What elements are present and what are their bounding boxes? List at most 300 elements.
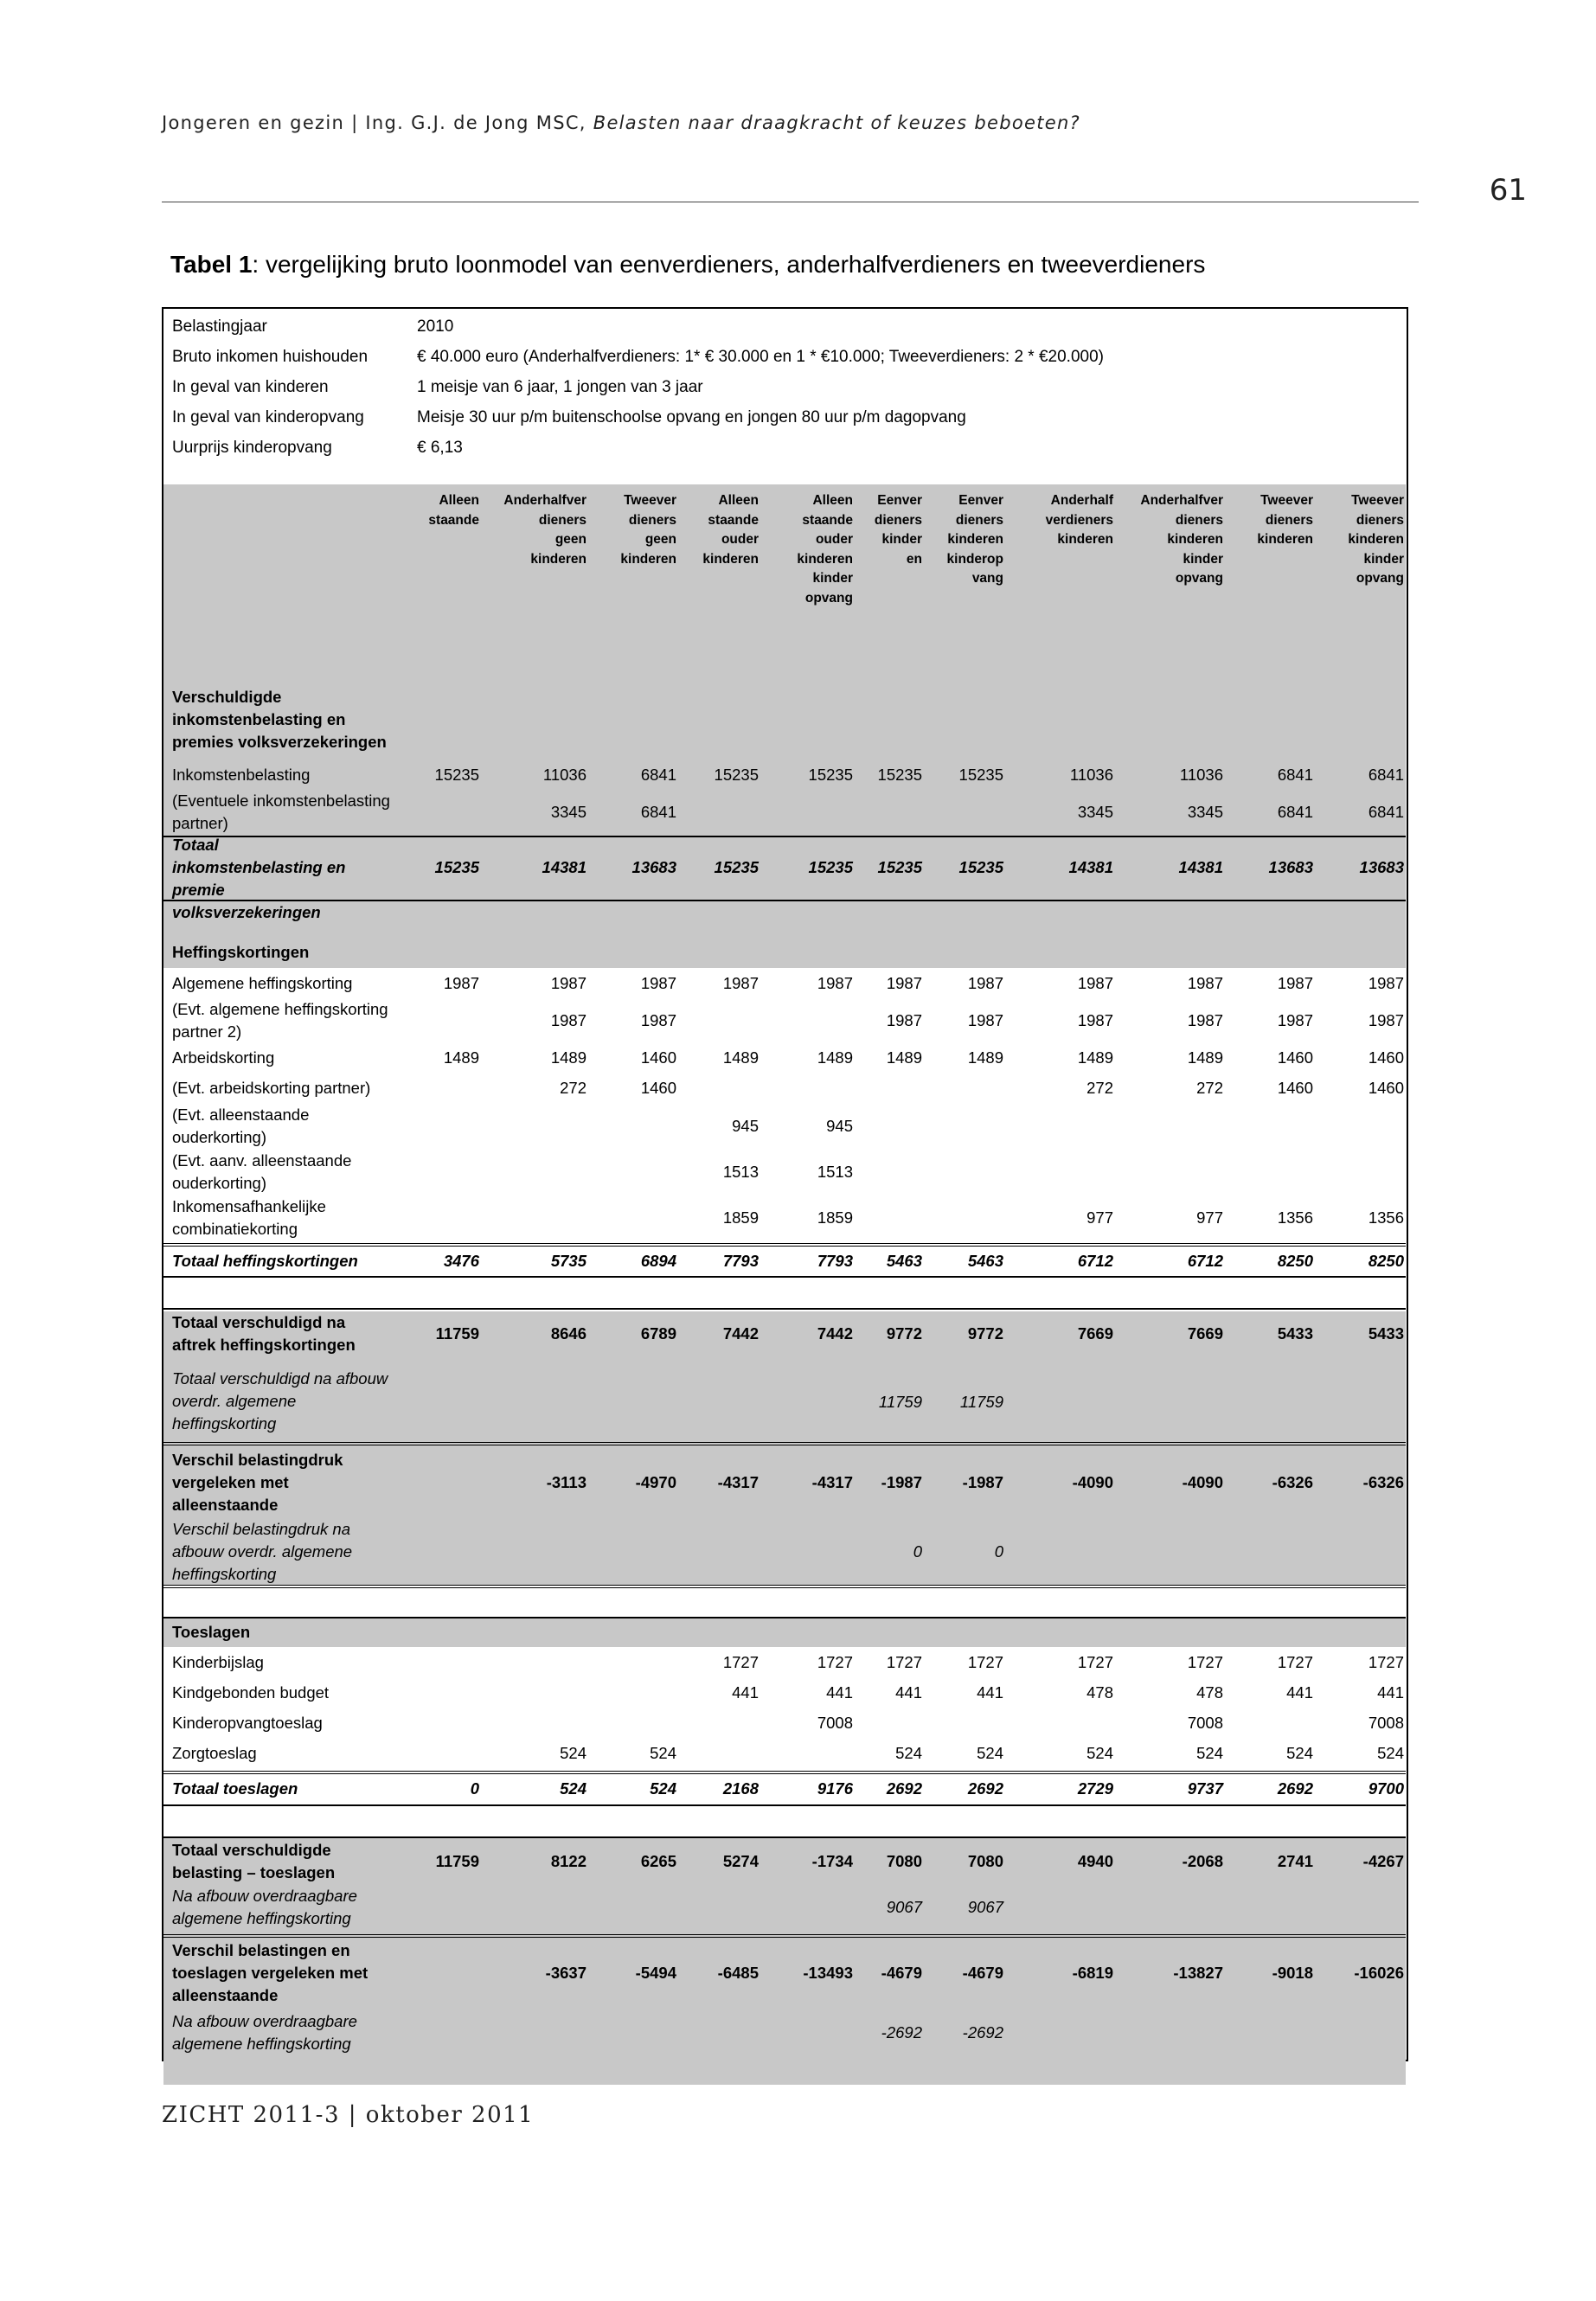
value-cell: 15235 <box>958 766 1003 784</box>
value-cell: 1987 <box>640 1011 676 1029</box>
value-cell: 5463 <box>967 1252 1003 1270</box>
value-cell: -4317 <box>811 1473 853 1491</box>
table-row <box>163 1773 1406 1804</box>
value-cell: 2741 <box>1277 1852 1313 1870</box>
value-cell: -4970 <box>635 1473 676 1491</box>
value-cell: 2168 <box>722 1779 759 1798</box>
value-cell: -2068 <box>1182 1852 1223 1870</box>
column-header-line: kinderen <box>1257 532 1313 547</box>
column-header-line: dieners <box>874 512 922 528</box>
value-cell: 15235 <box>877 858 922 876</box>
value-cell: -5494 <box>635 1964 676 1982</box>
value-cell: -4679 <box>962 1964 1003 1982</box>
column-header <box>862 491 922 569</box>
column-header <box>1013 491 1113 550</box>
info-value: Meisje 30 uur p/m buitenschoolse opvang en jongen 80 uur p/m dagopvang <box>417 408 966 426</box>
value-cell: -2692 <box>962 2023 1003 2041</box>
value-cell: 6265 <box>640 1852 676 1870</box>
value-cell: 7080 <box>886 1852 922 1870</box>
value-cell: 5433 <box>1277 1324 1313 1343</box>
table-title-label: Tabel 1 <box>170 251 253 278</box>
column-header-line: kinder <box>1363 551 1404 567</box>
table-title <box>170 251 1205 279</box>
value-cell: 1460 <box>640 1079 676 1097</box>
value-cell: -4090 <box>1182 1473 1223 1491</box>
value-cell: 524 <box>1086 1743 1113 1762</box>
column-header-line: Alleen <box>439 493 479 508</box>
value-cell: 6841 <box>640 766 676 784</box>
value-cell: 13683 <box>1268 858 1313 876</box>
table-row <box>163 1195 1406 1240</box>
value-cell: 524 <box>560 1779 586 1798</box>
value-cell: 2692 <box>886 1779 922 1798</box>
table-title-text: : vergelijking bruto loonmodel van eenverdieners, anderhalfverdieners en tweeverdieners <box>252 251 1206 278</box>
column-header-line: opvang <box>1175 571 1223 586</box>
value-cell: 1987 <box>886 1011 922 1029</box>
value-cell: 524 <box>1196 1743 1223 1762</box>
value-cell: -3637 <box>545 1964 586 1982</box>
value-cell: 11759 <box>435 1324 479 1343</box>
column-header-line: ouder <box>815 532 853 547</box>
section-heading-heffingskortingen: Heffingskortingen <box>172 943 310 961</box>
value-cell: 9737 <box>1187 1779 1223 1798</box>
column-header <box>1323 491 1404 589</box>
value-cell: 7442 <box>817 1324 853 1343</box>
value-cell: 15235 <box>434 766 479 784</box>
value-cell: 7669 <box>1187 1324 1223 1343</box>
value-cell: 441 <box>1286 1682 1313 1702</box>
value-cell: 9176 <box>817 1779 853 1798</box>
value-cell: 7793 <box>817 1252 853 1270</box>
value-cell: 15235 <box>808 766 853 784</box>
column-header <box>932 491 1003 589</box>
table-row <box>163 1518 1406 1586</box>
row-label: Arbeidskorting <box>172 1048 275 1067</box>
column-header <box>769 491 853 608</box>
value-cell: -16026 <box>1354 1964 1404 1982</box>
value-cell: 1489 <box>817 1048 853 1067</box>
row-label: Totaal verschuldigde belasting – toeslagen <box>172 1841 336 1881</box>
value-cell: 9772 <box>886 1324 922 1343</box>
value-cell: 1489 <box>886 1048 922 1067</box>
value-cell: 7793 <box>722 1252 759 1270</box>
row-label: Totaal inkomstenbelasting en premie volksverzekeringen <box>172 836 346 921</box>
value-cell: 2692 <box>967 1779 1003 1798</box>
value-cell: 9700 <box>1368 1779 1404 1798</box>
column-header-line: kinderen <box>947 532 1003 547</box>
value-cell: 441 <box>1377 1682 1404 1702</box>
column-header <box>1234 491 1313 550</box>
value-cell: 6712 <box>1077 1252 1113 1270</box>
column-header-line: Anderhalfver <box>1140 493 1223 508</box>
info-label: In geval van kinderopvang <box>172 408 364 426</box>
value-cell: -9018 <box>1272 1964 1313 1982</box>
value-cell: 1987 <box>1187 1011 1223 1029</box>
value-cell: 524 <box>1377 1743 1404 1762</box>
value-cell: 15235 <box>714 858 759 876</box>
value-cell: 6894 <box>640 1252 676 1270</box>
value-cell: 5433 <box>1368 1324 1404 1343</box>
column-header-line: dieners <box>1175 512 1223 528</box>
value-cell: 13683 <box>1359 858 1404 876</box>
table-row <box>163 1838 1406 1885</box>
column-header-line: Eenver <box>877 493 922 508</box>
value-cell: 441 <box>826 1682 853 1702</box>
value-cell: 6789 <box>640 1324 676 1343</box>
value-cell: 1489 <box>967 1048 1003 1067</box>
table-row <box>163 1043 1406 1073</box>
table-row <box>163 1738 1406 1768</box>
value-cell: 1356 <box>1368 1208 1404 1227</box>
value-cell: 15235 <box>434 858 479 876</box>
value-cell: 7080 <box>967 1852 1003 1870</box>
info-label: Uurprijs kinderopvang <box>172 439 332 457</box>
table-row <box>163 790 1406 835</box>
row-label: Verschil belastingdruk na afbouw overdr. algemene heffingskorting <box>172 1520 353 1583</box>
value-cell: 3345 <box>550 803 586 821</box>
value-cell: 945 <box>732 1117 759 1135</box>
value-cell: 1987 <box>817 974 853 992</box>
table-row <box>163 1939 1406 2008</box>
row-label: Zorgtoeslag <box>172 1743 257 1762</box>
value-cell: -6326 <box>1272 1473 1313 1491</box>
row-label: Na afbouw overdraagbare algemene heffingskorting <box>172 2012 357 2053</box>
info-label: Belastingjaar <box>172 317 267 336</box>
column-header-line: kinderen <box>530 551 586 567</box>
value-cell: 11036 <box>1179 766 1223 784</box>
column-header <box>488 491 586 569</box>
row-label: Totaal verschuldigd na aftrek heffingskortingen <box>172 1313 356 1354</box>
value-cell: 1460 <box>1277 1079 1313 1097</box>
value-cell: 1987 <box>1077 974 1113 992</box>
column-header-line: kinderop <box>946 551 1003 567</box>
value-cell: 1727 <box>1277 1653 1313 1671</box>
value-cell: 1727 <box>722 1653 759 1671</box>
info-label: Bruto inkomen huishouden <box>172 348 369 366</box>
value-cell: -13493 <box>803 1964 853 1982</box>
value-cell: 1489 <box>443 1048 479 1067</box>
value-cell: 2692 <box>1277 1779 1313 1798</box>
column-header-line: dieners <box>1265 512 1313 528</box>
row-label: Kindgebonden budget <box>172 1682 330 1702</box>
value-cell: 1513 <box>817 1163 853 1181</box>
comparison-table <box>162 307 1408 2061</box>
value-cell: 1987 <box>550 1011 586 1029</box>
column-header-line: kinderen <box>1167 532 1223 547</box>
info-label: In geval van kinderen <box>172 378 329 396</box>
row-label: Algemene heffingskorting <box>172 974 353 992</box>
value-cell: 1489 <box>1187 1048 1223 1067</box>
column-header-line: vang <box>971 571 1003 586</box>
section-heading-inkomstenbelasting: Verschuldigde inkomstenbelasting en premies volksverzekeringen <box>172 688 387 751</box>
value-cell: 272 <box>560 1079 586 1097</box>
value-cell: 1987 <box>1277 974 1313 992</box>
row-label: Na afbouw overdraagbare algemene heffingskorting <box>172 1887 357 1927</box>
value-cell: 0 <box>913 1542 922 1561</box>
row-label: Verschil belastingdruk vergeleken met alleenstaande <box>172 1451 343 1514</box>
column-header-line: kinderen <box>620 551 676 567</box>
table-rule <box>163 900 1406 901</box>
shaded-band <box>163 927 1406 938</box>
column-header-line: Anderhalf <box>1050 493 1113 508</box>
value-cell: 524 <box>1286 1743 1313 1762</box>
value-cell: 7669 <box>1077 1324 1113 1343</box>
row-label: (Evt. arbeidskorting partner) <box>172 1079 371 1097</box>
table-row <box>163 1648 1406 1677</box>
value-cell: 1727 <box>1077 1653 1113 1671</box>
value-cell: -13827 <box>1173 1964 1223 1982</box>
value-cell: 3476 <box>443 1252 479 1270</box>
column-header-line: Alleen <box>718 493 759 508</box>
row-label: Totaal verschuldigd na afbouw overdr. algemene heffingskorting <box>172 1369 388 1433</box>
value-cell: -6819 <box>1072 1964 1113 1982</box>
row-label: Kinderopvangtoeslag <box>172 1713 323 1732</box>
value-cell: 1513 <box>722 1163 759 1181</box>
value-cell: 15235 <box>877 766 922 784</box>
value-cell: 977 <box>1196 1208 1223 1227</box>
table-row <box>163 1356 1406 1446</box>
value-cell: 0 <box>470 1779 479 1798</box>
value-cell: 524 <box>895 1743 922 1762</box>
value-cell: -3113 <box>546 1473 586 1491</box>
table-row <box>163 760 1406 790</box>
value-cell: 1987 <box>886 974 922 992</box>
table-row <box>163 836 1406 921</box>
value-cell: 1727 <box>817 1653 853 1671</box>
value-cell: 15235 <box>808 858 853 876</box>
value-cell: 6841 <box>1368 803 1404 821</box>
table-row <box>163 969 1406 998</box>
value-cell: 7008 <box>1368 1713 1404 1732</box>
column-header <box>1124 491 1223 589</box>
table-row <box>163 1708 1406 1738</box>
value-cell: 478 <box>1196 1682 1223 1702</box>
value-cell: 8646 <box>550 1324 586 1343</box>
value-cell: 1987 <box>640 974 676 992</box>
value-cell: -1734 <box>811 1852 853 1870</box>
value-cell: 1859 <box>817 1208 853 1227</box>
info-value: 2010 <box>417 317 454 336</box>
value-cell: -6485 <box>717 1964 759 1982</box>
column-header-line: kinderen <box>797 551 853 567</box>
value-cell: -4317 <box>717 1473 759 1491</box>
value-cell: 1727 <box>967 1653 1003 1671</box>
table-row <box>163 1149 1406 1195</box>
value-cell: 5274 <box>722 1852 759 1870</box>
column-header-line: verdieners <box>1045 512 1113 528</box>
column-header <box>687 491 759 569</box>
value-cell: 11759 <box>878 1393 922 1411</box>
value-cell: 1987 <box>1077 1011 1113 1029</box>
running-head-prefix: Jongeren en gezin | Ing. G.J. de Jong MSC, <box>162 112 593 133</box>
value-cell: 524 <box>650 1779 676 1798</box>
column-header-line: kinder <box>812 571 853 586</box>
table-row <box>163 2008 1406 2058</box>
column-header-line: dieners <box>1356 512 1404 528</box>
column-header-line: staande <box>708 512 759 528</box>
column-header-line: geen <box>554 532 586 547</box>
table-rule <box>163 1308 1406 1310</box>
value-cell: -1987 <box>881 1473 922 1491</box>
value-cell: 1859 <box>722 1208 759 1227</box>
row-label: (Evt. aanv. alleenstaande ouderkorting) <box>172 1151 352 1192</box>
value-cell: 6841 <box>640 803 676 821</box>
column-header-line: dieners <box>628 512 676 528</box>
column-header-line: Tweever <box>1260 493 1313 508</box>
value-cell: 1987 <box>1368 974 1404 992</box>
column-header-line: kinderen <box>1348 532 1404 547</box>
table-row <box>163 1104 1406 1149</box>
row-label: (Evt. alleenstaande ouderkorting) <box>172 1106 310 1146</box>
column-header <box>410 491 479 530</box>
double-rule <box>163 1442 1406 1445</box>
row-label: Kinderbijslag <box>172 1653 264 1671</box>
value-cell: 1987 <box>1187 974 1223 992</box>
column-header-line: staande <box>428 512 479 528</box>
value-cell: 7008 <box>817 1713 853 1732</box>
value-cell: 3345 <box>1077 803 1113 821</box>
value-cell: 441 <box>732 1682 759 1702</box>
value-cell: 11759 <box>959 1393 1003 1411</box>
row-label: Inkomensafhankelijke combinatiekorting <box>172 1197 326 1238</box>
value-cell: 441 <box>895 1682 922 1702</box>
value-cell: 1987 <box>967 1011 1003 1029</box>
value-cell: 1727 <box>886 1653 922 1671</box>
value-cell: -4679 <box>881 1964 922 1982</box>
value-cell: 9067 <box>886 1898 922 1916</box>
table-row <box>163 1677 1406 1708</box>
value-cell: 5735 <box>550 1252 586 1270</box>
value-cell: 1489 <box>722 1048 759 1067</box>
value-cell: -2692 <box>881 2023 922 2041</box>
footer: ZICHT 2011-3 | oktober 2011 <box>162 2102 535 2128</box>
value-cell: 6841 <box>1277 803 1313 821</box>
column-header-line: Eenver <box>958 493 1003 508</box>
column-header-line: en <box>906 551 922 567</box>
value-cell: 13683 <box>631 858 676 876</box>
table-row <box>163 1073 1406 1104</box>
value-cell: 272 <box>1196 1079 1223 1097</box>
value-cell: 1987 <box>1277 1011 1313 1029</box>
double-rule <box>163 1585 1406 1588</box>
value-cell: 478 <box>1086 1682 1113 1702</box>
value-cell: 15235 <box>714 766 759 784</box>
value-cell: 272 <box>1086 1079 1113 1097</box>
value-cell: 2729 <box>1077 1779 1113 1798</box>
value-cell: 5463 <box>886 1252 922 1270</box>
column-header-line: kinderen <box>702 551 759 567</box>
row-label: (Eventuele inkomstenbelasting partner) <box>172 792 390 832</box>
row-label: Totaal toeslagen <box>172 1779 298 1798</box>
value-cell: 1987 <box>443 974 479 992</box>
value-cell: -4090 <box>1072 1473 1113 1491</box>
info-value: € 40.000 euro (Anderhalfverdieners: 1* € 30.000 en 1 * €10.000; Tweeverdieners: 2 * €20.000) <box>417 348 1104 366</box>
table-rule <box>163 1276 1406 1278</box>
value-cell: -1987 <box>962 1473 1003 1491</box>
value-cell: 9772 <box>967 1324 1003 1343</box>
value-cell: 524 <box>977 1743 1003 1762</box>
value-cell: 11759 <box>435 1852 479 1870</box>
column-header-line: kinder <box>1183 551 1223 567</box>
column-header-line: dieners <box>538 512 586 528</box>
value-cell: 6841 <box>1368 766 1404 784</box>
value-cell: 4940 <box>1077 1852 1113 1870</box>
value-cell: 1460 <box>1368 1079 1404 1097</box>
value-cell: 15235 <box>958 858 1003 876</box>
value-cell: 3345 <box>1187 803 1223 821</box>
value-cell: 1460 <box>1368 1048 1404 1067</box>
value-cell: 1987 <box>550 974 586 992</box>
value-cell: 7442 <box>722 1324 759 1343</box>
value-cell: 441 <box>977 1682 1003 1702</box>
value-cell: 0 <box>994 1542 1003 1561</box>
value-cell: 7008 <box>1187 1713 1223 1732</box>
row-label: Verschil belastingen en toeslagen vergeleken met alleenstaande <box>172 1941 369 2004</box>
column-header-line: kinder <box>881 532 922 547</box>
value-cell: 1987 <box>1368 1011 1404 1029</box>
table-row <box>163 1247 1406 1276</box>
page-number: 61 <box>1489 173 1527 208</box>
table-rule <box>163 1804 1406 1806</box>
value-cell: 524 <box>560 1743 586 1762</box>
value-cell: 11036 <box>1069 766 1113 784</box>
info-value: 1 meisje van 6 jaar, 1 jongen van 3 jaar <box>417 378 703 396</box>
value-cell: 1727 <box>1187 1653 1223 1671</box>
column-header-line: Tweever <box>1351 493 1404 508</box>
value-cell: 11036 <box>542 766 586 784</box>
value-cell: 1987 <box>967 974 1003 992</box>
row-label: Totaal heffingskortingen <box>172 1252 358 1270</box>
section-heading-toeslagen: Toeslagen <box>172 1623 251 1641</box>
column-header <box>596 491 676 569</box>
value-cell: 977 <box>1086 1208 1113 1227</box>
value-cell: 1489 <box>1077 1048 1113 1067</box>
value-cell: 1987 <box>722 974 759 992</box>
info-value: € 6,13 <box>417 439 463 457</box>
row-label: (Evt. algemene heffingskorting partner 2) <box>172 1000 388 1041</box>
value-cell: -6326 <box>1362 1473 1404 1491</box>
value-cell: 1727 <box>1368 1653 1404 1671</box>
column-header-line: Anderhalfver <box>503 493 586 508</box>
value-cell: 9067 <box>967 1898 1003 1916</box>
table-row <box>163 1447 1406 1518</box>
table-rule <box>163 1617 1406 1618</box>
value-cell: 6841 <box>1277 766 1313 784</box>
row-label: Inkomstenbelasting <box>172 766 311 784</box>
table-row <box>163 1311 1406 1356</box>
value-cell: -4267 <box>1362 1852 1404 1870</box>
value-cell: 14381 <box>1178 858 1223 876</box>
value-cell: 14381 <box>542 858 586 876</box>
value-cell: 945 <box>826 1117 853 1135</box>
column-header-line: staande <box>802 512 853 528</box>
table-row <box>163 1885 1406 1930</box>
value-cell: 8250 <box>1368 1252 1404 1270</box>
column-header-line: ouder <box>721 532 759 547</box>
table-row <box>163 998 1406 1043</box>
column-header-line: kinderen <box>1057 532 1113 547</box>
value-cell: 1356 <box>1277 1208 1313 1227</box>
value-cell: 524 <box>650 1743 676 1762</box>
column-header-line: opvang <box>1356 571 1404 586</box>
value-cell: 1460 <box>640 1048 676 1067</box>
column-header-line: geen <box>644 532 676 547</box>
column-header-line: Tweever <box>624 493 676 508</box>
running-head <box>162 112 1080 133</box>
value-cell: 8122 <box>550 1852 586 1870</box>
column-header-line: opvang <box>804 590 853 606</box>
value-cell: 1489 <box>550 1048 586 1067</box>
